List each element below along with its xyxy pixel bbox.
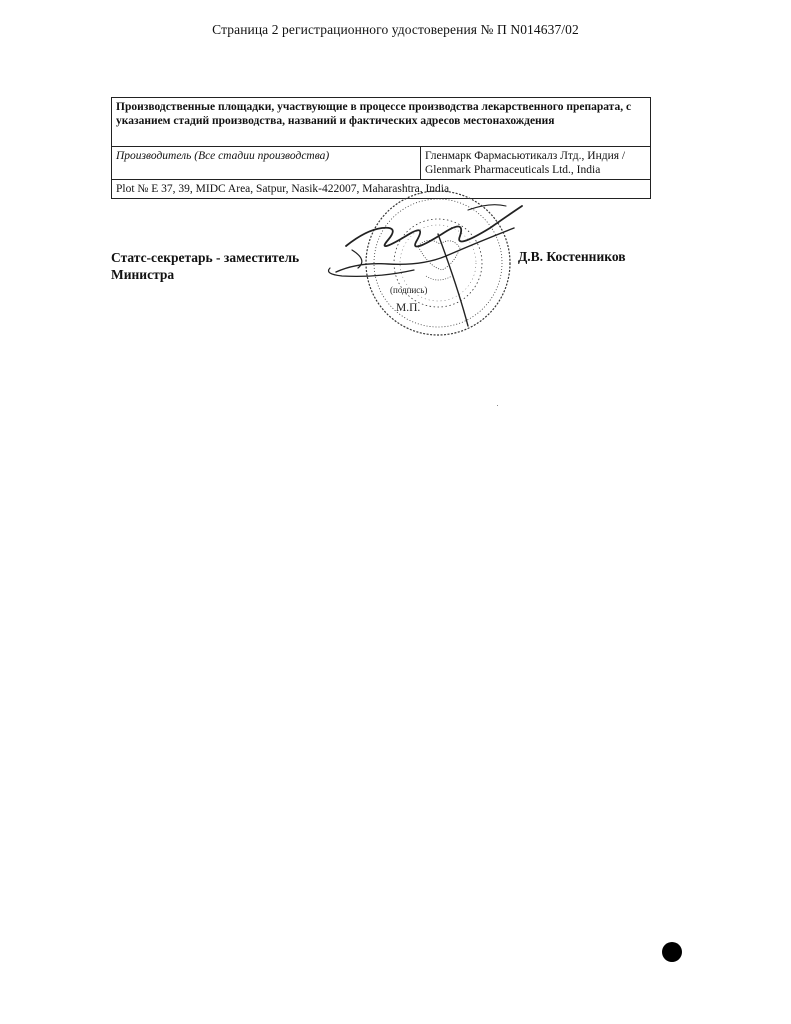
table-heading-row <box>112 98 651 147</box>
corner-dot-icon <box>662 942 682 962</box>
table-heading: Производственные площадки, участвующие в процессе производства лекарственного препарата, с указанием стадий производства, названий и фактических адресов местонахождения <box>112 98 651 147</box>
manufacturer-address-cell: Plot № E 37, 39, MIDC Area, Satpur, Nasik-422007, Maharashtra, India <box>112 180 651 199</box>
manufacturing-sites-table <box>111 97 651 199</box>
seal-icon <box>366 191 510 335</box>
seal-label: М.П. <box>396 302 421 314</box>
signer-title: Статс-секретарь - заместитель Министра <box>111 250 300 282</box>
signature-label: (подпись) <box>390 285 428 295</box>
signer-name: Д.В. Костенников <box>518 249 626 264</box>
handwritten-signature-icon <box>329 205 523 326</box>
official-seal-with-signature <box>318 188 528 348</box>
manufacturer-role-cell: Производитель (Все стадии производства) <box>112 147 421 180</box>
page-header: Страница 2 регистрационного удостоверения № П N014637/02 <box>212 22 579 37</box>
table-row <box>112 147 651 180</box>
scan-speck <box>497 405 498 406</box>
manufacturer-name-cell: Гленмарк Фармасьютикалз Лтд., Индия / Glenmark Pharmaceuticals Ltd., India <box>421 147 651 180</box>
